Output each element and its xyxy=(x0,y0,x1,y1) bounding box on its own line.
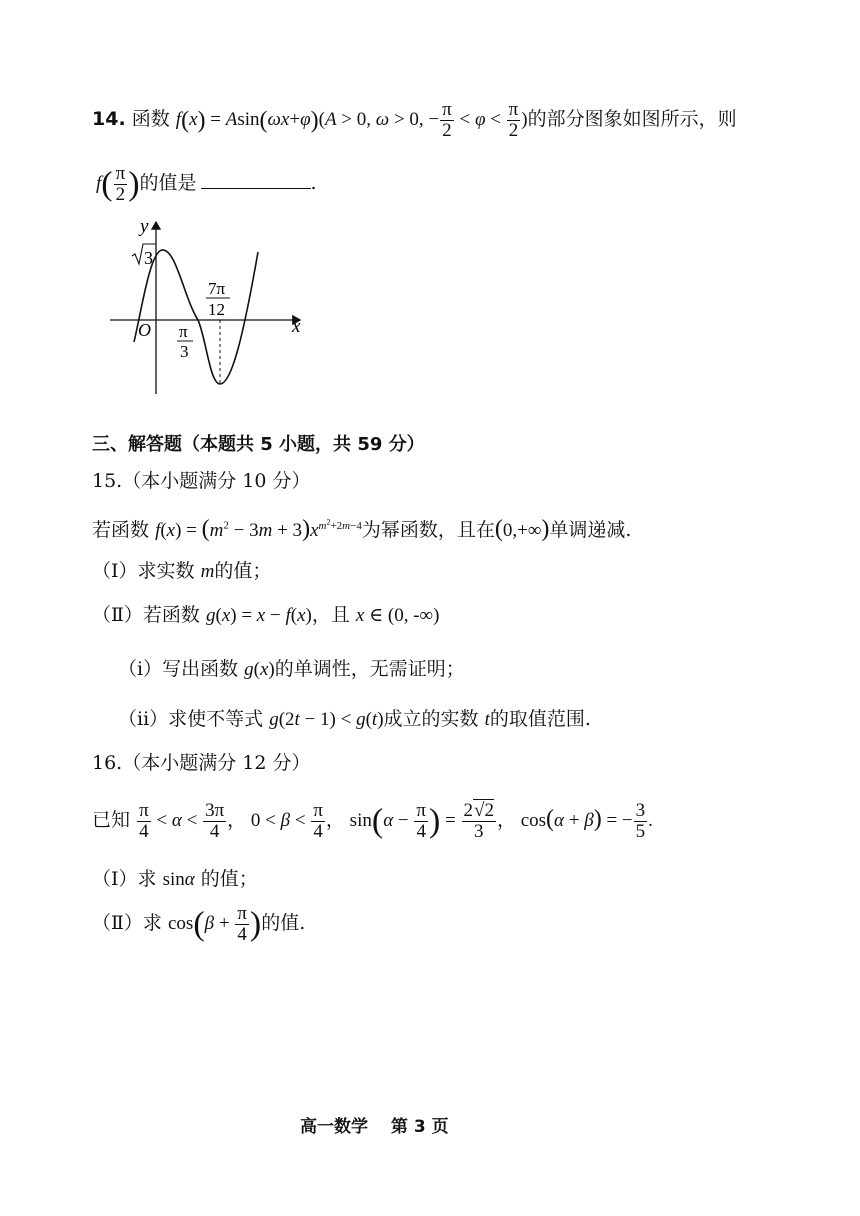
q14-line2 xyxy=(96,158,317,208)
svg-text:3: 3 xyxy=(144,248,153,268)
q14-line1 xyxy=(92,96,737,142)
q15-part1: （Ⅰ）求实数 m的值； xyxy=(92,560,272,582)
q15-function-formula: $f(x) = (m^2 - 3m + 3)x^{m^2+2m-4}$ xyxy=(155,515,362,542)
q15-stem: 若函数 $f(x) = (m^2 - 3m + 3)x^{m^2+2m-4}$为幂函数，且在(0,+∞)单调递减. xyxy=(92,515,632,542)
q15-domain: x ∈ (0, -∞) xyxy=(355,605,440,626)
q14-lead: 函数 xyxy=(131,108,170,130)
y-axis-label: y xyxy=(140,216,149,237)
tick-pi-over-3 xyxy=(177,322,193,361)
section3-heading: 三、解答题（本题共 5 小题，共 59 分） xyxy=(92,434,425,455)
q15-inequality: g(2t − 1) < g(t) xyxy=(269,709,384,730)
origin-label: O xyxy=(138,320,151,340)
svg-text:12: 12 xyxy=(208,300,225,319)
q14-function-formula: f(x) = Asin(ωx+φ)(A > 0, ω > 0, − $\frac{\pi}{2}$ < φ < $\frac{\pi}{2}$ ) xyxy=(175,99,528,142)
svg-text:7π: 7π xyxy=(208,279,226,298)
sine-curve xyxy=(134,250,258,384)
svg-text:3: 3 xyxy=(180,342,189,361)
q14-number: 14. xyxy=(92,108,126,130)
q15-interval: (0,+∞) xyxy=(494,515,550,542)
q15-g-formula: g(x) = x − f(x) xyxy=(205,605,312,626)
q16-header: 16.（本小题满分 12 分） xyxy=(92,752,311,774)
q14-ask-formula: f( $\frac{\pi}{2}$ ) xyxy=(96,163,140,206)
q15-sub1: （i）写出函数 g(x)的单调性，无需证明； xyxy=(118,658,465,680)
q15-sub2: （ii）求使不等式 g(2t − 1) < g(t)成立的实数 t的取值范围. xyxy=(118,708,591,730)
q16-part2: （Ⅱ）求 cos(β + $\frac{\pi}{4}$ )的值. xyxy=(92,903,306,946)
q15-part2: （Ⅱ）若函数 g(x) = x − f(x)，且 x ∈ (0, -∞) xyxy=(92,604,440,626)
sine-graph xyxy=(100,212,320,402)
tick-7pi-over-12 xyxy=(206,279,230,319)
q15-header: 15.（本小题满分 10 分） xyxy=(92,470,311,492)
q14-end: . xyxy=(310,172,317,194)
page-footer: 高一数学 第 3 页 xyxy=(300,1117,449,1137)
q16-conditions: $\frac{\pi}{4}$ < α < $\frac{3\pi}{4}$ ， 0 < β < $\frac{\pi}{4}$ ， sin(α − $\frac{\pi}{4}$ ) = $\frac{2√2}{3}$ ， cos(α + β) = − $\frac{3}{5}$ . xyxy=(139,800,653,843)
amplitude-label xyxy=(132,244,156,268)
svg-text:π: π xyxy=(179,322,188,341)
q16-part1: （Ⅰ）求 sinα 的值； xyxy=(92,868,258,890)
q14-ask-tail: 的值是 xyxy=(139,172,197,194)
q14-cond-tail: 的部分图象如图所示，则 xyxy=(527,108,737,130)
q16-stem: 已知 $\frac{\pi}{4}$ < α < $\frac{3\pi}{4}$ ， 0 < β < $\frac{\pi}{4}$ ， sin(α − $\frac{\pi}{4}$ ) = $\frac{2√2}{3}$ ， cos(α + β) = − $\frac{3}{5}$ . xyxy=(92,800,653,843)
q14-answer-blank[interactable] xyxy=(201,170,311,189)
x-axis-label: x xyxy=(292,316,301,337)
